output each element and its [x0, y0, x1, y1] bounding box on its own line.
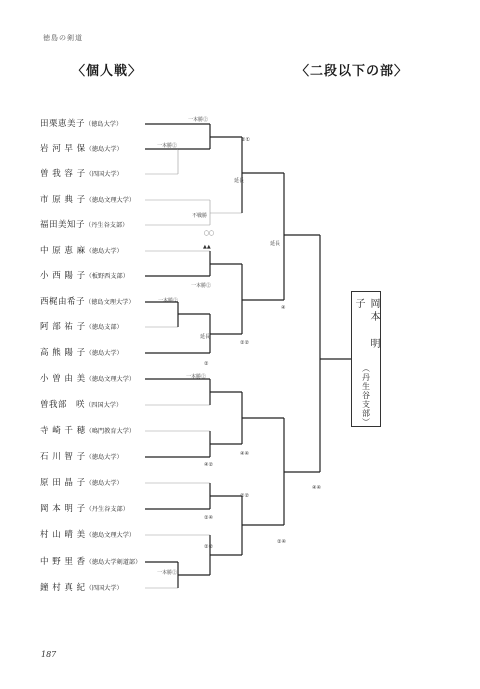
player-affiliation: （徳島大学） [85, 248, 123, 255]
player-name: 阿 部 祐 子 [40, 322, 86, 332]
player-affiliation: （四国大学） [85, 171, 123, 178]
match-result-label: 延長 [234, 178, 245, 184]
match-result-label: 一本勝② [191, 283, 212, 289]
player-name: 中 原 恵 麻 [40, 246, 86, 256]
player-name: 市 原 典 子 [40, 195, 86, 205]
champion-affiliation: （丹生谷支部） [361, 364, 371, 428]
match-result-label: ▲▲ [203, 244, 211, 250]
player-name: 岩 河 早 保 [40, 144, 86, 154]
page-header: 徳島の剣道 [43, 34, 83, 42]
match-result-label: ② [204, 361, 209, 367]
player-name: 原 田 晶 子 [40, 478, 86, 488]
player-name: 曽 我 容 子 [40, 169, 86, 179]
match-result-label: ②② [240, 493, 249, 499]
player-name: 田栗恵美子 [40, 119, 86, 129]
match-result-label: ②② [204, 544, 213, 550]
player-affiliation: （徳島文理大学） [85, 299, 135, 306]
player-affiliation: （丹生谷支部） [85, 506, 129, 513]
player-affiliation: （徳島大学） [85, 121, 123, 128]
match-result-label: 〇〇 [204, 231, 215, 237]
match-result-label: 一本勝② [186, 374, 207, 380]
match-result-label: ②④ [277, 539, 286, 545]
champion-box [351, 291, 381, 427]
player-affiliation: （徳島文理大学） [85, 532, 136, 539]
match-result-label: 一本勝② [188, 117, 209, 123]
match-result-label: ④④ [312, 485, 321, 491]
champion-name: 岡本 明子 [353, 298, 379, 351]
player-name: 曽我部 咲 [40, 400, 86, 410]
match-result-label: ②② [240, 340, 249, 346]
player-name: 中 野 里 香 [40, 557, 86, 567]
player-name: 小 曽 由 美 [40, 374, 86, 384]
player-affiliation: （四国大学） [85, 402, 123, 409]
player-affiliation: （徳島支部） [85, 324, 123, 331]
player-affiliation: （徳島大学） [85, 350, 123, 357]
player-affiliation: （徳島大学剣道部） [85, 559, 142, 566]
match-result-label: 延長 [270, 241, 281, 247]
division-heading: 〈二段以下の部〉 [296, 64, 409, 79]
event-heading: 〈個人戦〉 [72, 64, 143, 79]
match-result-label: 延長 [200, 334, 211, 340]
player-affiliation: （徳島大学） [85, 454, 123, 461]
player-affiliation: （徳島文理大学） [85, 376, 136, 383]
player-name: 村 山 晴 美 [40, 530, 86, 540]
player-affiliation: （鳴門教育大学） [85, 428, 136, 435]
player-name: 石 川 智 子 [40, 452, 86, 462]
match-result-label: 一本勝② [157, 570, 178, 576]
match-result-label: 不戦勝 [192, 213, 208, 219]
player-name: 岡 本 明 子 [40, 504, 86, 514]
match-result-label: ④ [281, 305, 286, 311]
player-name: 高 熊 陽 子 [40, 348, 86, 358]
player-affiliation: （徳島大学） [85, 146, 123, 153]
match-result-label: ④④ [240, 451, 249, 457]
match-result-label: ②① [241, 137, 250, 143]
player-name: 寺 崎 千 穂 [40, 426, 86, 436]
player-affiliation: （徳島大学） [85, 480, 123, 487]
match-result-label: 一本勝② [158, 298, 179, 304]
player-affiliation: （徳島文理大学） [85, 197, 136, 204]
player-name: 福田美知子 [40, 220, 86, 230]
player-name: 鐘 村 真 紀 [40, 583, 86, 593]
player-affiliation: （板野西支部） [85, 273, 129, 280]
player-name: 西梶由希子 [40, 297, 86, 307]
player-name: 小 西 陽 子 [40, 271, 86, 281]
player-affiliation: （四国大学） [85, 585, 123, 592]
player-affiliation: （丹生谷支部） [85, 222, 129, 229]
page-number: 187 [41, 650, 57, 659]
match-result-label: ②④ [204, 515, 213, 521]
match-result-label: ④② [204, 462, 213, 468]
match-result-label: 一本勝② [157, 143, 178, 149]
